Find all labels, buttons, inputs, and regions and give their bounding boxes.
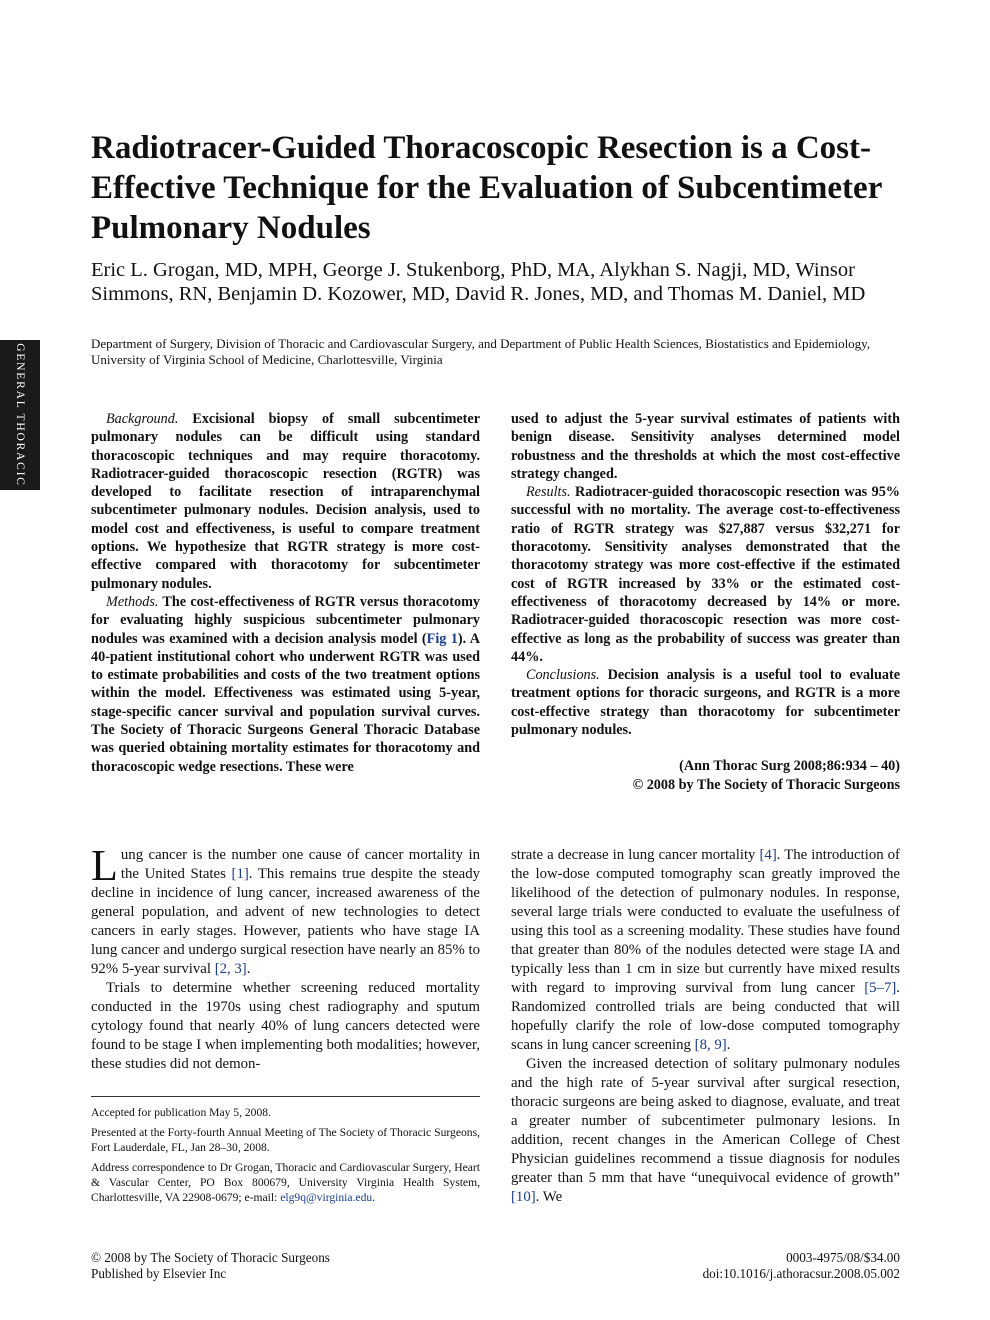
accepted-note: Accepted for publication May 5, 2008. bbox=[91, 1106, 271, 1119]
methods-continued: used to adjust the 5-year survival estimates of patients with benign disease. Sensitivity analyses determined model robustness and the thresholds at which the most cost-effective strategy changed. bbox=[511, 411, 900, 482]
body-paragraph-4 bbox=[511, 1055, 900, 1207]
affiliation: Department of Surgery, Division of Thoracic and Cardiovascular Surgery, and Department of Public Health Sciences, Biostatistics and Epidemiology, University of Virginia School of Medicine, Charlottesville, Virginia bbox=[91, 336, 871, 367]
body-left-column bbox=[91, 841, 480, 1074]
drop-cap: L bbox=[91, 841, 118, 890]
page-footer-right bbox=[703, 1250, 900, 1281]
p4-text-a: Given the increased detection of solitary pulmonary nodules and the high rate of 5-year survival after surgical resection, thoracic surgeons are being asked to diagnose, evaluate, and treat a greater number of subcentimeter pulmonary lesions. In addition, recent changes in the American College of Chest Physician guidelines recommend a tissue diagnosis for nodules greater than 5 mm that have “unequivocal evidence of growth” bbox=[511, 1056, 900, 1186]
methods-text-1: The cost-effectiveness of RGTR versus thoracotomy for evaluating highly suspicious subcentimeter pulmonary nodules was examined with a decision analysis model ( bbox=[91, 593, 480, 647]
body-paragraph-1 bbox=[91, 841, 480, 979]
conclusions-label: Conclusions. bbox=[526, 667, 600, 684]
results-text: Radiotracer-guided thoracoscopic resection was 95% successful with no mortality. The average cost-to-effectiveness ratio of RGTR strategy was $27,887 versus $32,271 for thoracotomy. Sensitivity analyses demonstrated that the thoracotomy strategy was more cost-effective if the estimated cost of RGTR increased by 33% or the estimated cost-effectiveness of thoracotomy decreased by 14% or more. Radiotracer-guided thoracoscopic resection was more cost-effective as long as the probability of success was greater than 44%. bbox=[511, 484, 900, 665]
footer-copyright: © 2008 by The Society of Thoracic Surgeons bbox=[91, 1250, 330, 1265]
abstract-methods bbox=[91, 593, 480, 776]
background-text: Excisional biopsy of small subcentimeter pulmonary nodules can be difficult using standard thoracoscopic techniques and may require thoracotomy. Radiotracer-guided thoracoscopic resection (RGTR) was developed to facilitate resection of intraparenchymal subcentimeter pulmonary nodules. Decision analysis, used to model cost and effectiveness, is useful to compare treatment options. We hypothesize that RGTR strategy is more cost-effective compared with thoracotomy for subcentimeter pulmonary nodules. bbox=[91, 411, 480, 592]
background-label: Background. bbox=[106, 411, 179, 427]
footer-publisher: Published by Elsevier Inc bbox=[91, 1265, 227, 1281]
p3-text-a: strate a decrease in lung cancer mortality bbox=[511, 847, 760, 863]
ref-10-link[interactable]: [10] bbox=[511, 1189, 536, 1205]
abstract-results bbox=[511, 483, 900, 666]
journal-citation bbox=[511, 757, 900, 794]
p3-text-b: . The introduction of the low-dose computed tomography scan greatly improved the likelihood of the detection of pulmonary nodules. In response, several large trials were conducted to evaluate the usefulness of using this tool as a screening modality. These studies have found that greater than 80% of the nodules detected were stage IA and typically less than 1 cm in size but currently have mixed results with regard to improving survival from lung cancer bbox=[511, 847, 900, 996]
methods-label: Methods. bbox=[106, 593, 159, 610]
email-link[interactable]: elg9q@virginia.edu bbox=[280, 1191, 373, 1204]
footer-doi: doi:10.1016/j.athoracsur.2008.05.002 bbox=[702, 1265, 900, 1281]
abstract-left-column bbox=[91, 410, 480, 776]
ref-4-link[interactable]: [4] bbox=[759, 847, 777, 863]
section-side-tab bbox=[0, 340, 40, 490]
presented-note: Presented at the Forty-fourth Annual Meeting of The Society of Thoracic Surgeons, Fort Lauderdale, FL, Jan 28–30, 2008. bbox=[91, 1126, 480, 1154]
ref-8-9-link[interactable]: [8, 9] bbox=[694, 1037, 727, 1053]
abstract-right-column bbox=[511, 410, 900, 794]
body-paragraph-3 bbox=[511, 846, 900, 1055]
p1-text-c: . bbox=[246, 961, 251, 977]
citation-line: (Ann Thorac Surg 2008;86:934 – 40) bbox=[679, 758, 900, 775]
correspondence-end: . bbox=[372, 1191, 376, 1204]
article-title: Radiotracer-Guided Thoracoscopic Resection is a Cost-Effective Technique for the Evaluation of Subcentimeter Pulmonary Nodules bbox=[91, 130, 882, 246]
correspondence-note bbox=[91, 1160, 480, 1205]
side-tab-label: GENERAL THORACIC bbox=[14, 343, 26, 487]
body-paragraph-2: Trials to determine whether screening reduced mortality conducted in the 1970s using chest radiography and sputum cytology found that nearly 40% of lung cancers detected were found to be stage I when implementing both modalities; however, these studies did not demon- bbox=[91, 980, 480, 1072]
page-footer-left bbox=[91, 1250, 330, 1281]
p1-text-b: . This remains true despite the steady decline in incidence of lung cancer, increased awareness of the general population, and advent of new technologies to detect cancers in early stages. However, patients who have stage IA lung cancer and undergo surgical resection have nearly an 85% to 92% 5-year survival bbox=[91, 866, 480, 977]
abstract-copyright: © 2008 by The Society of Thoracic Surgeons bbox=[632, 776, 900, 793]
ref-1-link[interactable]: [1] bbox=[231, 866, 249, 882]
methods-text-2: ). A 40-patient institutional cohort who underwent RGTR was used to estimate probabilities and costs of the two treatment options within the model. Effectiveness was estimated using 5-year, stage-specific cancer survival and population survival curves. The Society of Thoracic Surgeons General Thoracic Database was queried obtaining mortality estimates for thoracotomy and thoracoscopic wedge resections. These were bbox=[91, 630, 481, 775]
fig1-link[interactable]: Fig 1 bbox=[426, 630, 458, 647]
author-list: Eric L. Grogan, MD, MPH, George J. Stukenborg, PhD, MA, Alykhan S. Nagji, MD, Winsor Simmons, RN, Benjamin D. Kozower, MD, David R. Jones, MD, and Thomas M. Daniel, MD bbox=[91, 259, 866, 305]
body-right-column bbox=[511, 846, 900, 1207]
results-label: Results. bbox=[526, 484, 571, 501]
conclusions-text: Decision analysis is a useful tool to evaluate treatment options for thoracic surgeons, and RGTR is a more cost-effective strategy than thoracotomy for subcentimeter pulmonary nodules. bbox=[511, 667, 900, 739]
ref-2-3-link[interactable]: [2, 3] bbox=[214, 961, 247, 977]
footnotes bbox=[91, 1096, 480, 1210]
abstract-conclusions bbox=[511, 666, 900, 739]
ref-5-7-link[interactable]: [5–7] bbox=[864, 980, 897, 996]
p4-text-b: . We bbox=[535, 1189, 563, 1205]
abstract-background bbox=[91, 410, 480, 593]
correspondence-address: Address correspondence to Dr Grogan, Thoracic and Cardiovascular Surgery, Heart & Vascular Center, PO Box 800679, University Virginia Health System, Charlottesville, VA 22908-0679; e-mail: bbox=[91, 1161, 480, 1204]
p1-text-a: ung cancer is the number one cause of cancer mortality in the United States bbox=[120, 847, 480, 882]
footer-issn: 0003-4975/08/$34.00 bbox=[786, 1250, 900, 1265]
p3-text-d: . bbox=[726, 1037, 731, 1053]
p3-text-c: . Randomized controlled trials are being conducted that will hopefully clarify the role of low-dose computed tomography scans in lung cancer screening bbox=[511, 980, 900, 1053]
